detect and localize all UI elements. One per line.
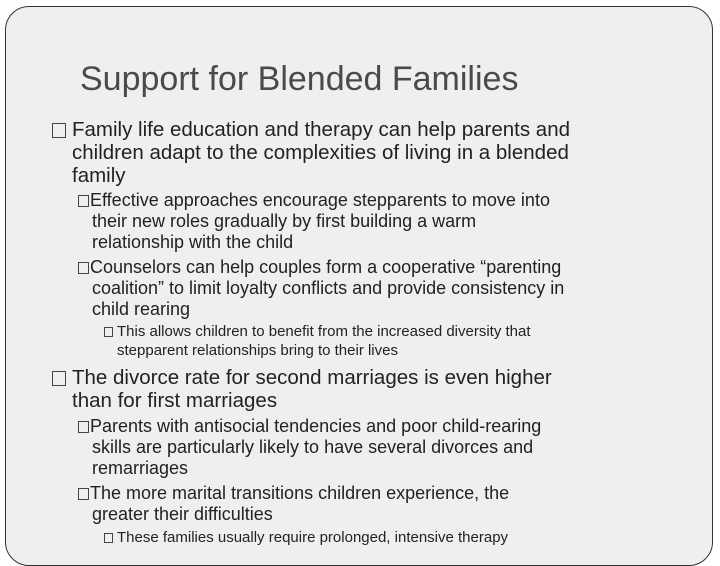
- bullet-text-line: greater their difficulties: [92, 504, 273, 524]
- bullet-text-line: remarriages: [92, 458, 189, 478]
- bullet-box-icon: [52, 123, 66, 138]
- bullet-box-icon: [78, 488, 89, 500]
- bullet-text-line: skills are particularly likely to have several divorces and: [92, 437, 534, 457]
- bullet-text-line: child rearing: [92, 299, 191, 319]
- bullet-text-line: their new roles gradually by first building a warm: [92, 211, 477, 231]
- bullet-8: [104, 528, 508, 547]
- bullet-6: [78, 416, 541, 479]
- bullet-box-icon: [52, 371, 66, 386]
- bullet-text-line: Counselors can help couples form a cooperative “parenting: [90, 257, 562, 277]
- bullet-2: [78, 190, 550, 253]
- bullet-text-line: family: [72, 164, 126, 187]
- bullet-box-icon: [78, 262, 89, 274]
- bullet-text-line: coalition” to limit loyalty conflicts and provide consistency in: [92, 278, 565, 298]
- bullet-text-line: Family life education and therapy can help parents and: [72, 118, 571, 141]
- bullet-text-line: The more marital transitions children experience, the: [90, 483, 510, 503]
- bullet-5: [52, 366, 552, 412]
- bullet-box-icon: [104, 327, 113, 337]
- bullet-text-line: This allows children to benefit from the increased diversity that: [117, 323, 531, 340]
- bullet-text-line: than for first marriages: [72, 389, 278, 412]
- bullet-4: [104, 322, 531, 360]
- bullet-text-line: Parents with antisocial tendencies and poor child-rearing: [90, 416, 542, 436]
- bullet-7: [78, 483, 509, 525]
- bullet-1: [52, 118, 570, 187]
- bullet-box-icon: [78, 195, 89, 207]
- bullet-text-line: The divorce rate for second marriages is even higher: [72, 366, 552, 389]
- slide-title: Support for Blended Families: [80, 60, 519, 98]
- bullet-3: [78, 257, 564, 320]
- bullet-text-line: children adapt to the complexities of living in a blended: [72, 141, 569, 164]
- bullet-text-line: relationship with the child: [92, 232, 294, 252]
- bullet-text-line: stepparent relationships bring to their lives: [117, 342, 398, 359]
- bullet-box-icon: [78, 421, 89, 433]
- bullet-box-icon: [104, 533, 113, 543]
- bullet-text-line: Effective approaches encourage stepparents to move into: [90, 190, 550, 210]
- bullet-text-line: These families usually require prolonged, intensive therapy: [117, 529, 509, 546]
